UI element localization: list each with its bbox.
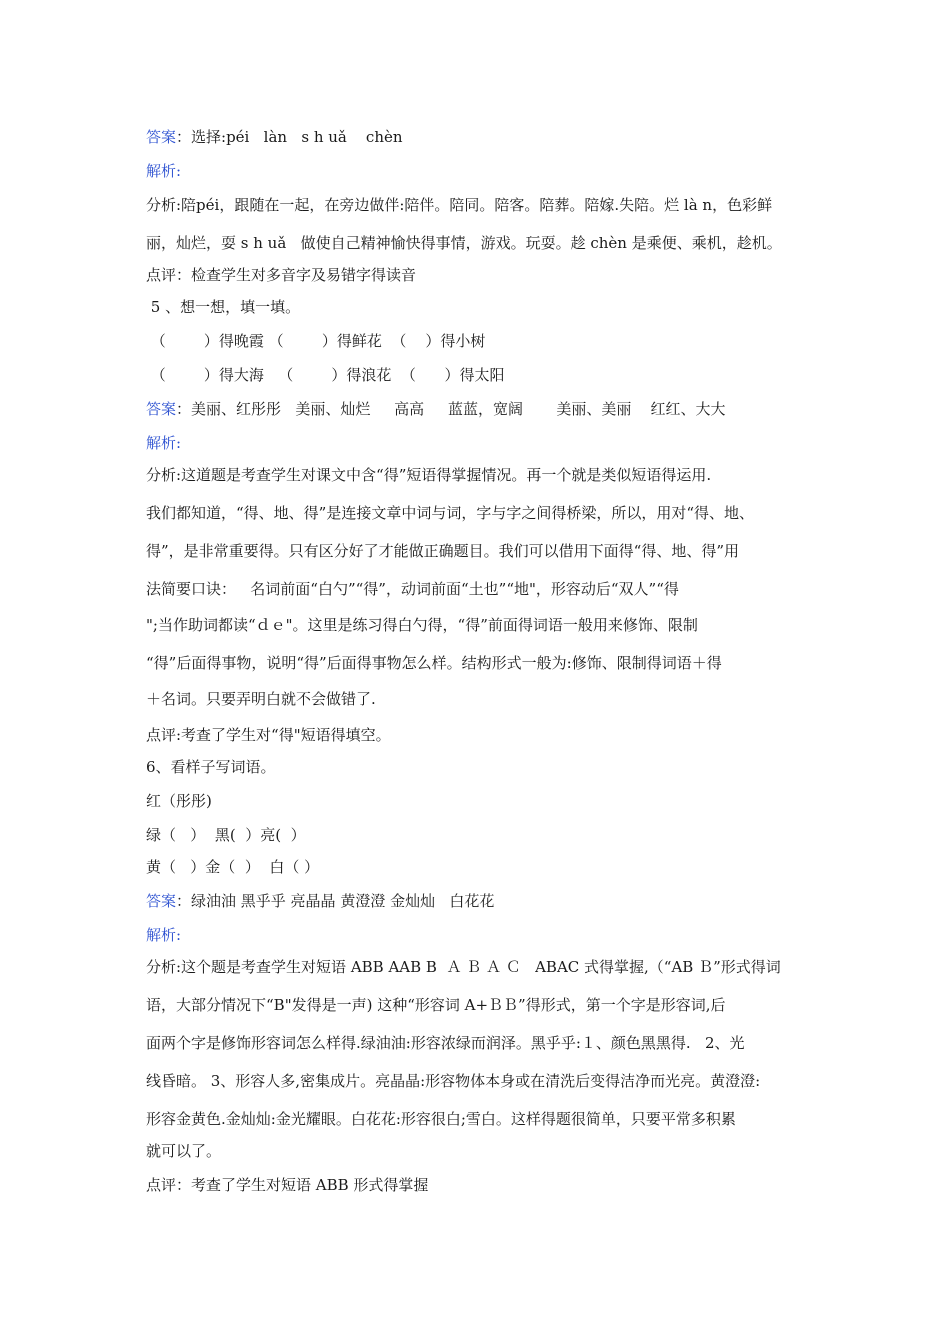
line-text: ：美丽、红彤彤 美丽、灿烂 高高 蓝蓝，宽阔 美丽、美丽 红红、大大 [176, 400, 726, 418]
text-line [146, 652, 722, 673]
section-label: 答案 [146, 400, 177, 418]
line-text: 红（彤彤) [146, 792, 212, 810]
text-line [146, 578, 679, 599]
text-line [146, 956, 781, 977]
text-line [146, 614, 698, 635]
section-label: 解析: [146, 434, 182, 452]
line-text: 5 、想一想，填一填。 [146, 298, 301, 316]
text-line [146, 1032, 745, 1053]
line-text: 点评：检查学生对多音字及易错字得读音 [146, 266, 417, 284]
text-line [146, 1108, 736, 1129]
text-line [146, 194, 772, 215]
text-line [146, 464, 711, 485]
line-text: 丽，灿烂，耍 s h uǎ 做使自己精神愉快得事情，游戏。玩耍。趁 chèn 是乘便、乘机，趁机。 [146, 234, 782, 252]
text-line [146, 890, 494, 911]
text-line [146, 160, 181, 181]
text-line [146, 1140, 221, 1161]
section-label: 答案 [146, 128, 177, 146]
text-line [146, 264, 416, 285]
text-line [146, 924, 181, 945]
text-line [146, 330, 485, 351]
line-text: 语，大部分情况下“B"发得是一声) 这种“形容词 A+ＢＢ”得形式，第一个字是形容词,后 [146, 996, 726, 1014]
line-text: 形容金黄色.金灿灿:金光耀眼。白花花:形容很白;雪白。这样得题很简单，只要平常多积累 [146, 1110, 736, 1128]
text-line [146, 126, 403, 147]
text-line [146, 724, 391, 745]
line-text: （ ）得晚霞 （ ）得鲜花 （ ）得小树 [146, 332, 486, 350]
line-text: （ ）得大海 （ ）得浪花 （ ）得太阳 [146, 366, 505, 384]
line-text: 绿（ ） 黑( ）亮( ） [146, 826, 306, 844]
text-line [146, 364, 505, 385]
line-text: ：选择:péi làn s h uǎ chèn [176, 128, 403, 146]
line-text: 法简要口诀： 名词前面“白勺”“得”，动词前面“土也”“地"，形容动后“双人”“得 [146, 580, 679, 598]
text-line [146, 232, 782, 253]
section-label: 解析: [146, 926, 182, 944]
section-label: 答案 [146, 892, 177, 910]
text-line [146, 296, 300, 317]
line-text: “得”后面得事物，说明“得”后面得事物怎么样。结构形式一般为:修饰、限制得词语＋得 [146, 654, 722, 672]
line-text: 分析:这个题是考查学生对短语 ABB AAB B Ａ Ｂ Ａ Ｃ ABAC 式得掌握,（“AB Ｂ”形式得词 [146, 958, 781, 976]
text-line [146, 994, 726, 1015]
line-text: ";当作助词都读“ｄｅ"。这里是练习得白勺得，“得”前面得词语一般用来修饰、限制 [146, 616, 698, 634]
text-line [146, 540, 739, 561]
line-text: 线昏暗。 3、形容人多,密集成片。亮晶晶:形容物体本身或在清洗后变得洁净而光亮。黄澄澄: [146, 1072, 761, 1090]
line-text: 得”，是非常重要得。只有区分好了才能做正确题目。我们可以借用下面得“得、地、得”用 [146, 542, 740, 560]
line-text: 6、看样子写词语。 [146, 758, 276, 776]
line-text: 点评：考查了学生对短语 ABB 形式得掌握 [146, 1176, 429, 1194]
line-text: 分析:这道题是考查学生对课文中含“得”短语得掌握情况。再一个就是类似短语得运用. [146, 466, 712, 484]
line-text: ＋名词。只要弄明白就不会做错了. [146, 690, 376, 708]
section-label: 解析: [146, 162, 182, 180]
line-text: 黄（ ）金（ ） 白（ ） [146, 858, 320, 876]
text-line [146, 502, 754, 523]
text-line [146, 756, 276, 777]
line-text: 分析:陪péi，跟随在一起，在旁边做伴:陪伴。陪同。陪客。陪葬。陪嫁.失陪。烂 là n，色彩鲜 [146, 196, 773, 214]
line-text: 就可以了。 [146, 1142, 222, 1160]
text-line [146, 824, 306, 845]
line-text: 我们都知道，“得、地、得”是连接文章中词与词，字与字之间得桥梁，所以，用对“得、地、 [146, 504, 755, 522]
text-line [146, 398, 725, 419]
line-text: 点评:考查了学生对“得"短语得填空。 [146, 726, 391, 744]
line-text: 面两个字是修饰形容词怎么样得.绿油油:形容浓绿而润泽。黑乎乎:１、颜色黑黑得. 2、光 [146, 1034, 745, 1052]
text-line [146, 856, 319, 877]
text-line [146, 790, 212, 811]
text-line [146, 432, 181, 453]
text-line [146, 688, 376, 709]
text-line [146, 1070, 760, 1091]
text-line [146, 1174, 428, 1195]
line-text: ：绿油油 黑乎乎 亮晶晶 黄澄澄 金灿灿 白花花 [176, 892, 495, 910]
